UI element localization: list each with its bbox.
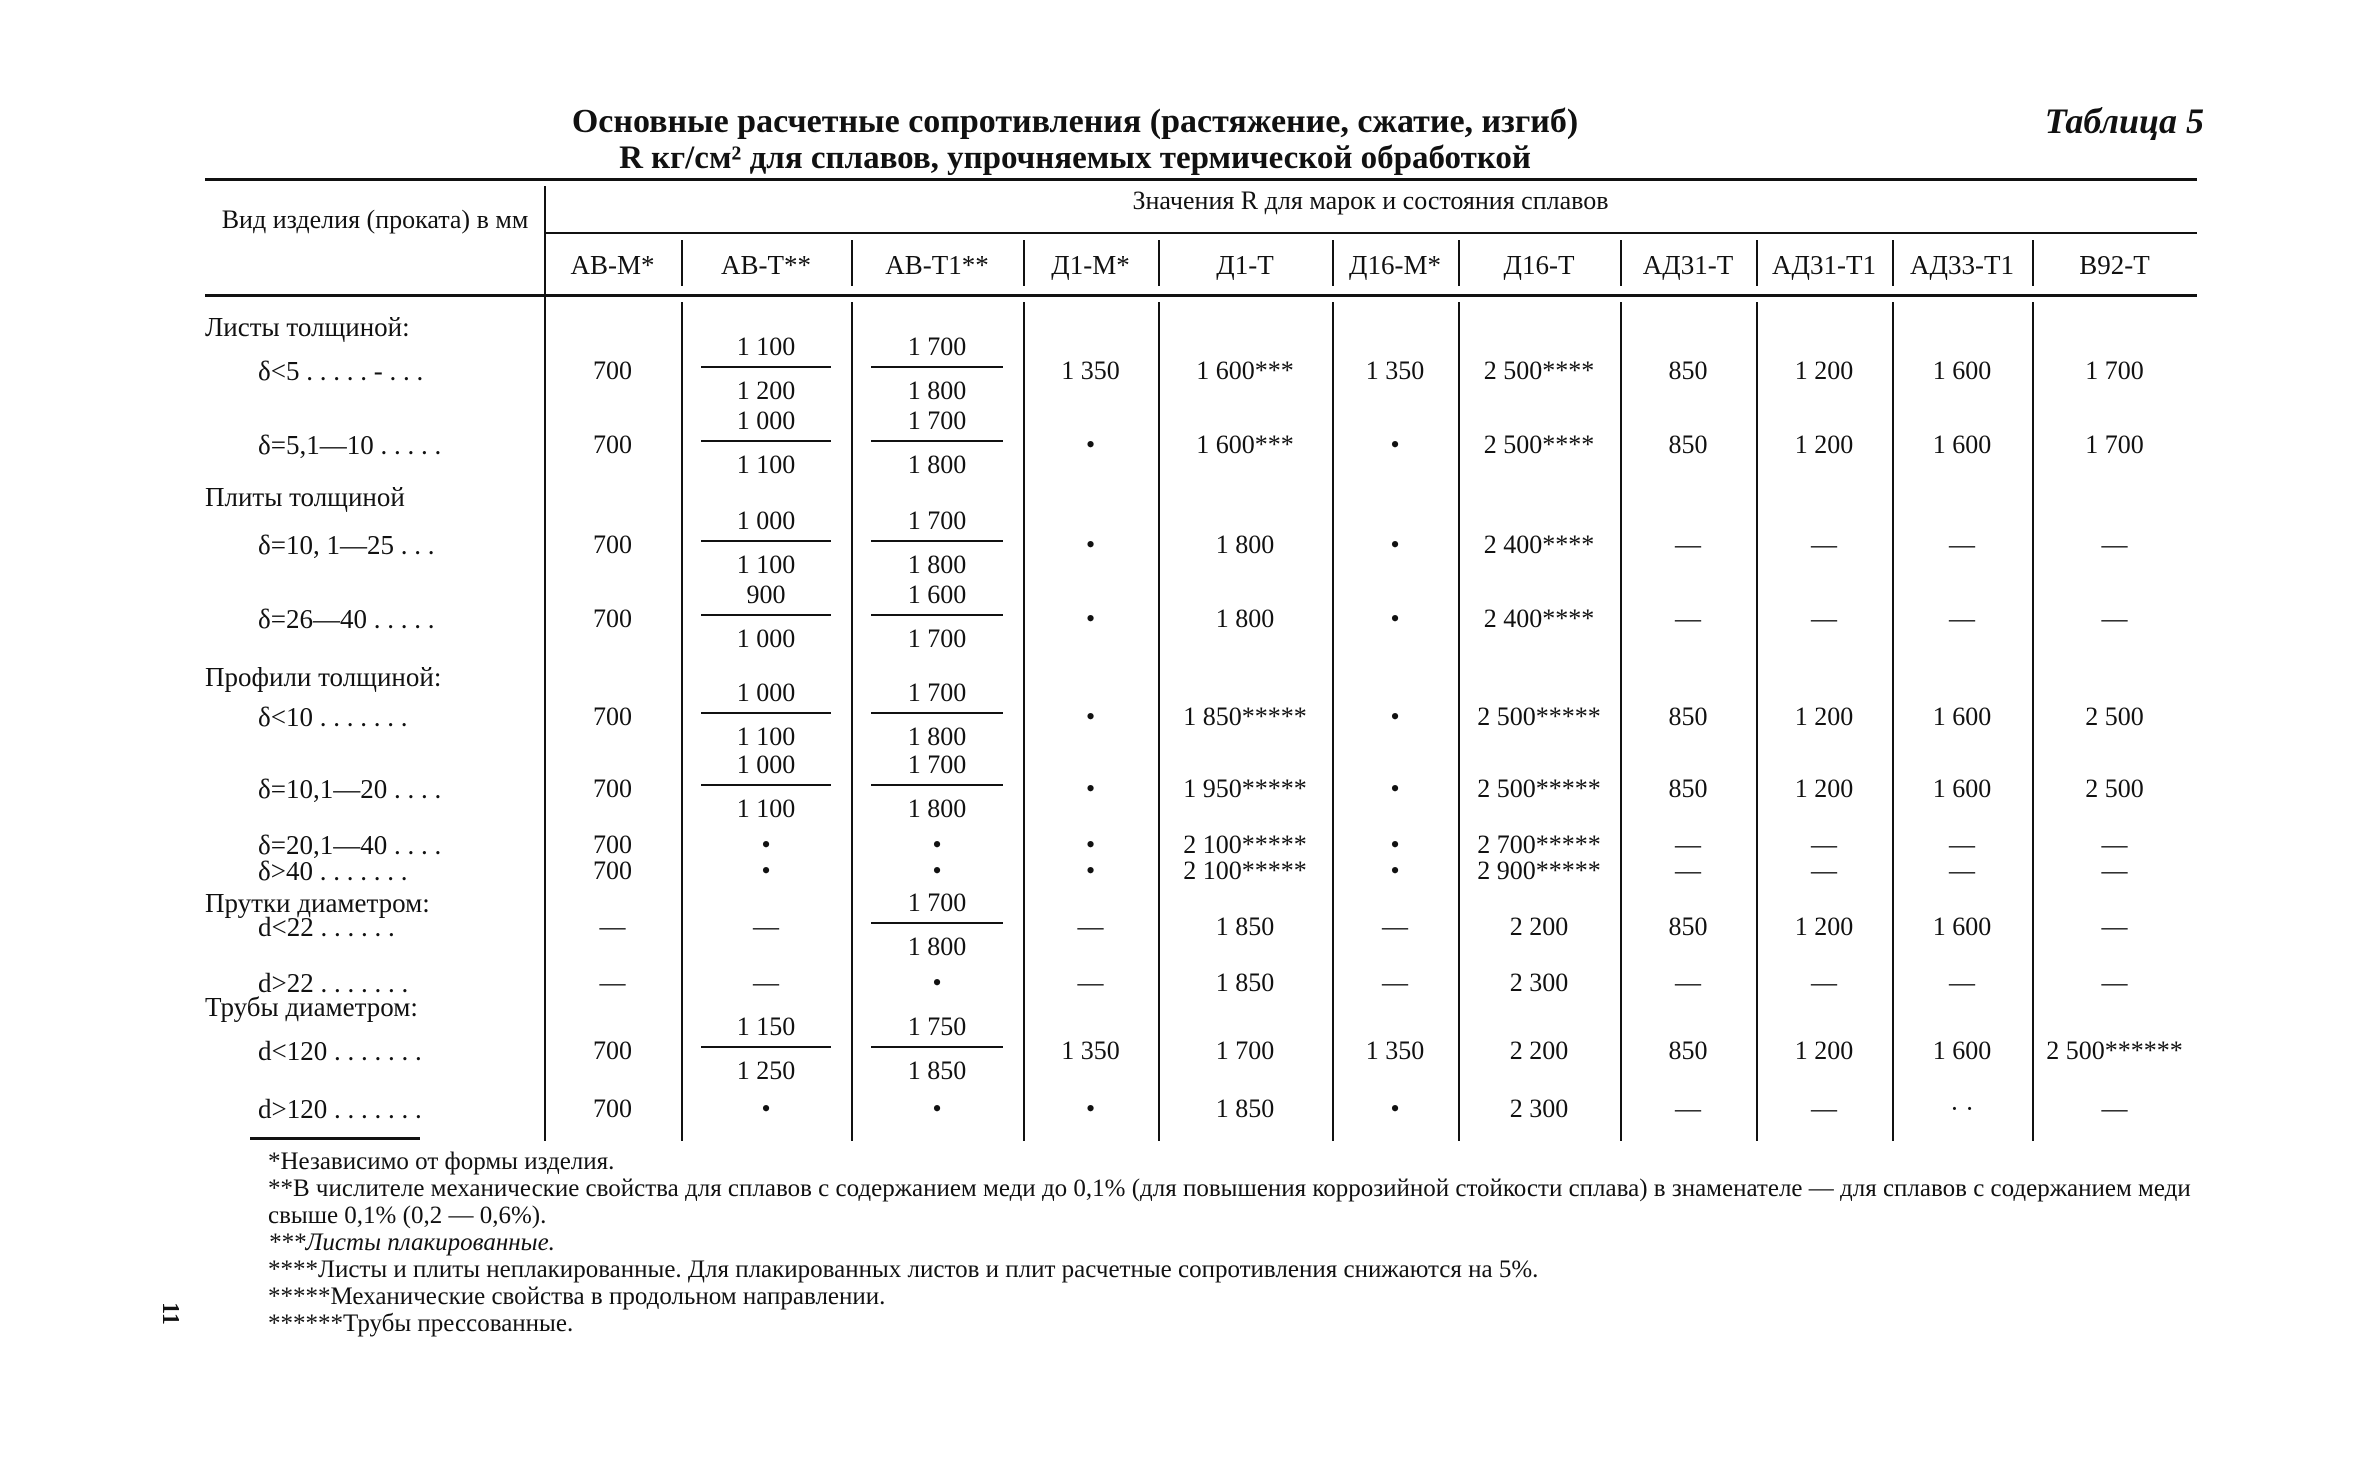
table-cell: •	[1390, 856, 1400, 885]
table-cell: 1 850	[1215, 1094, 1275, 1123]
table-cell: 2 500	[2085, 702, 2144, 731]
table-cell: •	[932, 968, 942, 997]
table-cell: 2 300	[1509, 968, 1569, 997]
table-cell: 850	[1668, 774, 1708, 803]
table-cell: —	[753, 968, 779, 997]
fraction-line	[871, 614, 1003, 616]
table-cell: 2 500****	[1483, 430, 1595, 459]
cell-numerator: 1 600	[907, 580, 967, 609]
table-cell: 1 350	[1365, 356, 1425, 385]
table-cell: 2 100*****	[1183, 856, 1307, 885]
row-label: d<120 . . . . . . .	[258, 1036, 422, 1066]
row-label: δ<5 . . . . . - . . .	[258, 356, 424, 386]
cell-numerator: 1 700	[907, 888, 967, 917]
table-cell: —	[2101, 856, 2128, 885]
fraction-line	[701, 614, 831, 616]
fraction-line	[701, 366, 831, 368]
table-cell: 2 300	[1509, 1094, 1569, 1123]
cell-numerator: 1 000	[736, 406, 796, 435]
cell-numerator: 900	[746, 580, 786, 609]
table-cell: •	[1085, 774, 1096, 803]
column-header-rule	[205, 294, 2197, 297]
table-cell: 1 600	[1932, 774, 1992, 803]
table-cell: —	[599, 912, 626, 941]
table-cell: —	[1077, 912, 1104, 941]
cell-denominator: 1 100	[736, 722, 796, 751]
row-label: δ=5,1—10 . . . . .	[258, 430, 442, 460]
column-header: АВ-Т1**	[885, 250, 989, 280]
table-cell: 700	[593, 604, 632, 633]
table-cell: 700	[593, 1036, 632, 1065]
table-cell: 700	[593, 356, 632, 385]
row-label: δ<10 . . . . . . .	[258, 702, 408, 732]
table-cell: 1 600	[1932, 430, 1992, 459]
fraction-line	[871, 784, 1003, 786]
fraction-line	[871, 922, 1003, 924]
table-cell: 2 500	[2085, 774, 2144, 803]
fraction-line	[871, 440, 1003, 442]
fraction-line	[701, 712, 831, 714]
table-cell: 700	[593, 430, 632, 459]
column-header: Д16-М*	[1349, 250, 1441, 280]
table-cell: •	[1390, 1094, 1400, 1123]
column-divider	[1023, 240, 1025, 286]
column-header: В92-Т	[2079, 250, 2150, 280]
table-cell: •	[1085, 604, 1096, 633]
cell-denominator: 1 250	[736, 1056, 796, 1085]
table-cell: •	[1085, 830, 1096, 859]
cell-numerator: 1 750	[907, 1012, 967, 1041]
column-header: АВ-Т**	[721, 250, 811, 280]
column-divider	[1892, 240, 1894, 286]
table-cell: •	[932, 830, 942, 859]
table-cell: 700	[593, 530, 632, 559]
column-header: АВ-М*	[570, 250, 655, 280]
footnote-1: *Независимо от формы изделия.	[268, 1148, 615, 1175]
table-cell: —	[1675, 530, 1701, 559]
footnotes	[250, 1148, 2200, 1337]
table-cell: 2 500****	[1483, 356, 1595, 385]
table-cell: 850	[1668, 1036, 1708, 1065]
section-sheets: Листы толщиной:	[205, 312, 410, 342]
column-divider	[1458, 240, 1460, 286]
table-cell: 850	[1668, 430, 1708, 459]
table-cell: 1 850*****	[1183, 702, 1307, 731]
table-cell: 1 200	[1794, 912, 1854, 941]
header-product-type: Вид изделия (проката) в мм	[221, 205, 529, 234]
column-divider	[851, 240, 853, 286]
row-label: δ>40 . . . . . . .	[258, 856, 408, 886]
table-cell: 1 350	[1061, 356, 1120, 385]
fraction-line	[871, 1046, 1003, 1048]
column-divider	[681, 240, 683, 286]
table-cell: 1 800	[1215, 604, 1275, 633]
table-cell: 1 700	[2085, 356, 2144, 385]
cell-denominator: 1 800	[907, 722, 967, 751]
table-cell: —	[1811, 530, 1837, 559]
title-line-2: R кг/см² для сплавов, упрочняемых термической обработкой	[619, 140, 1531, 176]
footnote-2: **В числителе механические свойства для сплавов с содержанием меди до 0,1% (для повышения коррозийной стойкости сплава) в знаменателе — для сплавов с содержанием меди свыше 0,1% (0,2 — 0,6%).	[268, 1175, 2191, 1229]
table-cell: 1 200	[1794, 356, 1854, 385]
table-cell: —	[753, 912, 779, 941]
table-cell: —	[1811, 968, 1837, 997]
cell-numerator: 1 700	[907, 678, 967, 707]
table-label: Таблица 5	[2044, 101, 2204, 141]
table-cell: 1 600	[1932, 356, 1992, 385]
fraction-line	[701, 1046, 831, 1048]
table-cell: —	[1949, 604, 1975, 633]
cell-numerator: 1 100	[736, 332, 796, 361]
table-cell: 850	[1668, 912, 1708, 941]
cell-denominator: 1 850	[907, 1056, 967, 1085]
table-cell: 1 350	[1365, 1036, 1425, 1065]
table-cell: •	[761, 856, 771, 885]
cell-denominator: 1 700	[907, 624, 967, 653]
table-cell: —	[1382, 968, 1408, 997]
cell-denominator: 1 100	[736, 450, 796, 479]
row-label: δ=20,1—40 . . . .	[258, 830, 442, 860]
cell-numerator: 1 150	[736, 1012, 796, 1041]
cell-denominator: 1 000	[736, 624, 796, 653]
column-divider	[2032, 240, 2034, 286]
table-title	[300, 104, 1850, 176]
table-cell: 2 400****	[1483, 604, 1595, 633]
column-header: АД33-Т1	[1910, 250, 2014, 280]
table-cell: 700	[593, 830, 632, 859]
table-cell: •	[932, 856, 942, 885]
table-cell: —	[1949, 856, 1975, 885]
table-cell: •	[761, 1094, 771, 1123]
column-header: АД31-Т	[1642, 250, 1734, 280]
title-line-1: Основные расчетные сопротивления (растяжение, сжатие, изгиб)	[571, 103, 1579, 140]
table-cell: 700	[593, 702, 632, 731]
table-cell: 850	[1668, 356, 1708, 385]
table-cell: 1 600	[1932, 1036, 1992, 1065]
table-cell: •	[1085, 530, 1096, 559]
cell-numerator: 1 000	[736, 678, 796, 707]
cell-numerator: 1 000	[736, 750, 796, 779]
table-cell: —	[1949, 830, 1975, 859]
table-cell: 1 800	[1215, 530, 1275, 559]
table-cell: —	[1811, 1094, 1837, 1123]
footnote-5: *****Механические свойства в продольном направлении.	[268, 1283, 886, 1310]
table-cell: 1 950*****	[1183, 774, 1307, 803]
table-cell: •	[1085, 702, 1096, 731]
table-cell: 700	[593, 856, 632, 885]
column-divider	[1158, 240, 1160, 286]
column-header: Д16-Т	[1503, 250, 1575, 280]
table-cell: —	[1077, 968, 1104, 997]
cell-numerator: 1 700	[907, 750, 967, 779]
footnote-6: ******Трубы прессованные.	[268, 1310, 574, 1337]
table-cell: •	[1085, 856, 1096, 885]
row-label: d<22 . . . . . .	[258, 912, 395, 942]
table-cell: •	[1390, 830, 1400, 859]
cell-denominator: 1 100	[736, 550, 796, 579]
table-cell: 1 350	[1061, 1036, 1120, 1065]
table-cell: 1 600***	[1196, 430, 1294, 459]
table-cell: 1 200	[1794, 430, 1854, 459]
table-cell: —	[2101, 912, 2128, 941]
table-cell: —	[2101, 1094, 2128, 1123]
table-cell: 2 400****	[1483, 530, 1595, 559]
cell-denominator: 1 200	[736, 376, 796, 405]
footnote-4: ****Листы и плиты неплакированные. Для плакированных листов и плит расчетные сопротивления снижаются на 5%.	[268, 1256, 1539, 1283]
fraction-line	[701, 440, 831, 442]
table-cell: 1 850	[1215, 968, 1275, 997]
table-cell: 850	[1668, 702, 1708, 731]
table-bottom-rule	[250, 1137, 420, 1140]
table-cell: —	[1675, 856, 1701, 885]
table-cell: •	[1390, 430, 1400, 459]
row-label: δ=10,1—20 . . . .	[258, 774, 442, 804]
cell-denominator: 1 800	[907, 450, 967, 479]
table-cell: •	[761, 830, 771, 859]
table-cell: —	[1949, 968, 1975, 997]
table-cell: 2 500******	[2046, 1036, 2183, 1065]
group-header-rule	[544, 232, 2197, 234]
section-rods: Прутки диаметром:	[205, 888, 430, 918]
table-cell: •	[1085, 430, 1096, 459]
table-cell: 1 850	[1215, 912, 1275, 941]
table-cell: 2 900*****	[1477, 856, 1601, 885]
table-top-rule	[205, 178, 2197, 181]
table-cell: •	[1085, 1094, 1096, 1123]
table-cell: 1 600	[1932, 912, 1992, 941]
cell-numerator: 1 700	[907, 406, 967, 435]
table-cell: 1 700	[2085, 430, 2144, 459]
cell-numerator: 1 700	[907, 332, 967, 361]
table-cell: —	[2101, 530, 2128, 559]
table-cell: 2 200	[1509, 912, 1569, 941]
cell-denominator: 1 800	[907, 794, 967, 823]
fraction-line	[871, 366, 1003, 368]
row-label: d>22 . . . . . . .	[258, 968, 409, 998]
fraction-line	[871, 712, 1003, 714]
column-header: Д1-М*	[1051, 250, 1130, 280]
footnote-3: ***Листы плакированные.	[268, 1229, 555, 1256]
cell-numerator: 1 700	[907, 506, 967, 535]
fraction-line	[871, 540, 1003, 542]
table-cell: 1 700	[1215, 1036, 1275, 1065]
table-cell: •	[1390, 702, 1400, 731]
table-cell: —	[1811, 830, 1837, 859]
column-header: Д1-Т	[1216, 250, 1274, 280]
row-label: δ=26—40 . . . . .	[258, 604, 435, 634]
page-number: 11	[156, 1302, 183, 1325]
table-cell: 1 200	[1794, 702, 1854, 731]
table-cell: —	[1811, 856, 1837, 885]
table-cell: •	[1390, 774, 1400, 803]
table-cell: —	[1675, 968, 1701, 997]
section-plates: Плиты толщиной	[205, 482, 405, 512]
cell-denominator: 1 100	[736, 794, 796, 823]
table-cell: 700	[593, 774, 632, 803]
table-cell: —	[1811, 604, 1837, 633]
column-header: АД31-Т1	[1772, 250, 1876, 280]
column-divider	[1332, 240, 1334, 286]
fraction-line	[701, 540, 831, 542]
header-value-group: Значения R для марок и состояния сплавов	[1132, 186, 1609, 215]
table-cell: •	[1390, 604, 1400, 633]
table-cell: —	[1675, 830, 1701, 859]
table-cell: 2 500*****	[1477, 702, 1601, 731]
table-cell: •	[932, 1094, 942, 1123]
table-cell: —	[2101, 604, 2128, 633]
table-cell: 1 600***	[1196, 356, 1294, 385]
table-cell: —	[1382, 912, 1408, 941]
table-cell: —	[1949, 530, 1975, 559]
section-profiles: Профили толщиной:	[205, 662, 442, 692]
table-cell: —	[2101, 968, 2128, 997]
table-cell: 1 200	[1794, 1036, 1854, 1065]
cell-denominator: 1 800	[907, 932, 967, 961]
section-tubes: Трубы диаметром:	[205, 992, 418, 1022]
cell-denominator: 1 800	[907, 550, 967, 579]
table-cell: 1 200	[1794, 774, 1854, 803]
table-cell: 2 700*****	[1477, 830, 1601, 859]
row-label: δ=10, 1—25 . . .	[258, 530, 435, 560]
cell-numerator: 1 000	[736, 506, 796, 535]
table-cell: •	[1390, 530, 1400, 559]
cell-denominator: 1 800	[907, 376, 967, 405]
row-label: d>120 . . . . . . .	[258, 1094, 422, 1124]
column-divider	[1756, 240, 1758, 286]
table-cell: —	[2101, 830, 2128, 859]
column-divider	[1620, 240, 1622, 286]
table-cell: 1 600	[1932, 702, 1992, 731]
table-cell: 2 100*****	[1183, 830, 1307, 859]
fraction-line	[701, 784, 831, 786]
table-cell: —	[599, 968, 626, 997]
table-cell: —	[1675, 1094, 1701, 1123]
table-cell: 2 200	[1509, 1036, 1569, 1065]
table-cell: —	[1675, 604, 1701, 633]
table-cell: 700	[593, 1094, 632, 1123]
table-cell: · ·	[1950, 1094, 1974, 1123]
table-cell: 2 500*****	[1477, 774, 1601, 803]
